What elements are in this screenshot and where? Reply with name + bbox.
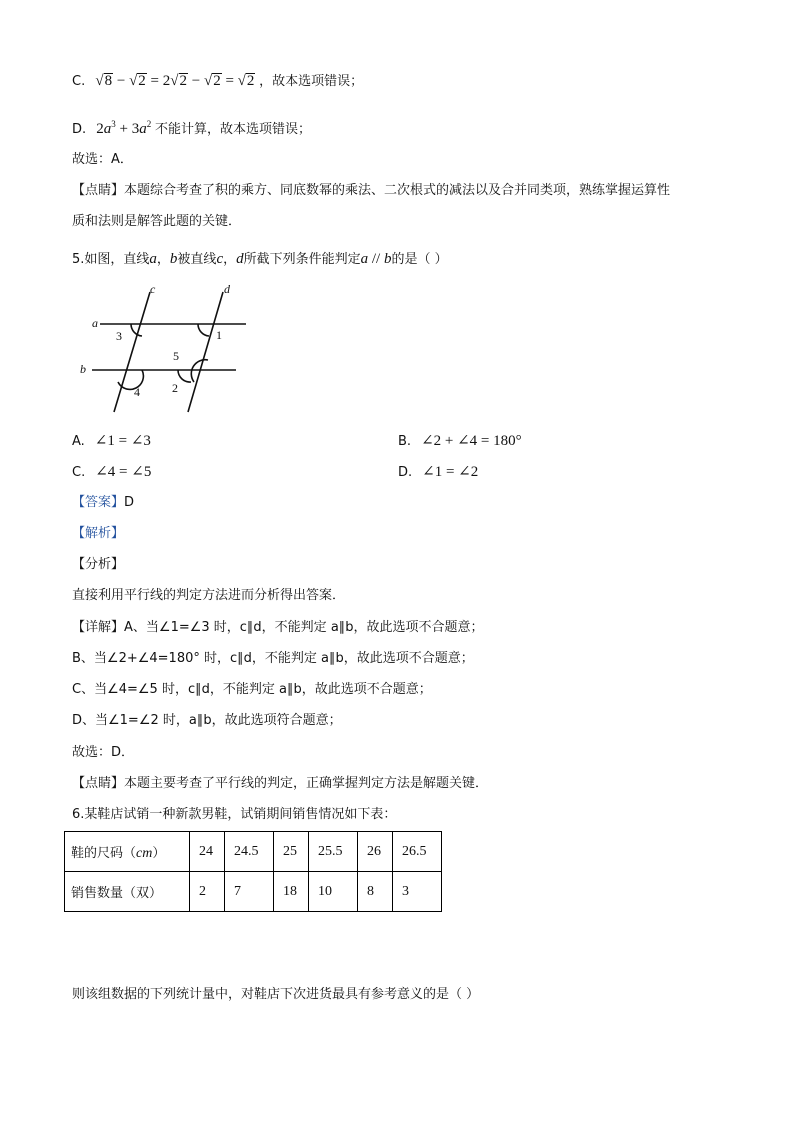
option-c-line — [72, 72, 363, 91]
table-cell: 25.5 — [309, 832, 358, 872]
comment1-line2: 质和法则是解答此题的关键． — [72, 214, 242, 229]
option-d-prefix: D. — [72, 122, 87, 137]
analysis-tag: 【解析】 — [72, 526, 125, 541]
option-d-line — [72, 115, 311, 139]
table-cell: 2 — [190, 872, 225, 912]
option-c-math: √8 − √2 = 2√2 − √2 = √2 — [95, 73, 255, 89]
label-3: 3 — [116, 329, 122, 343]
option-d-math: $2a^3 + 3a^2$ — [96, 119, 152, 137]
comment2-line: 【点睛】本题主要考查了平行线的判定，正确掌握判定方法是解题关键． — [72, 776, 489, 791]
table-cell: 10 — [309, 872, 358, 912]
option-a-expr: ∠1 = ∠3 — [94, 433, 151, 449]
comment-tag: 【点睛】 — [72, 183, 125, 198]
minus-sign: − — [191, 73, 201, 89]
quantity-header: 销售数量（双） — [65, 872, 190, 912]
table-cell: 3 — [393, 872, 442, 912]
option-c-expr: ∠4 = ∠5 — [95, 464, 152, 480]
option-d: D. ∠1 = ∠2 — [398, 464, 479, 480]
line-d — [188, 292, 223, 412]
fenxi-tag: 【分析】 — [72, 557, 125, 572]
detail-line-d: D、当∠1=∠2 时，a∥b，故此选项符合题意； — [72, 713, 342, 728]
answer-value: D — [124, 495, 135, 510]
radicand: 2 — [213, 73, 221, 89]
option-c: C. ∠4 = ∠5 — [72, 464, 152, 480]
table-row — [65, 872, 442, 912]
comment-text: 本题综合考查了积的乘方、同底数幂的乘法、二次根式的减法以及合并同类项，熟练掌握运算性 — [124, 183, 671, 198]
radicand: 2 — [179, 73, 187, 89]
label-c: c — [150, 282, 156, 296]
label-5: 5 — [173, 349, 179, 363]
table-cell: 18 — [274, 872, 309, 912]
radicand: 2 — [246, 73, 255, 89]
option-b-expr: ∠2 + ∠4 = 180° — [421, 433, 522, 449]
option-d-suffix: 不能计算，故本选项错误； — [155, 122, 312, 137]
label-1: 1 — [216, 328, 222, 342]
label-a: a — [92, 316, 98, 330]
option-a: A. ∠1 = ∠3 — [72, 433, 151, 449]
answer-line — [72, 494, 134, 512]
option-c-prefix: C. — [72, 74, 86, 89]
minus-sign: − — [116, 73, 126, 89]
line-c — [114, 292, 150, 412]
size-header: 鞋的尺码（cm） — [65, 832, 190, 872]
arc-angle-2 — [178, 370, 191, 382]
choose-d-line: 故选：D． — [72, 745, 135, 760]
radicand: 8 — [104, 73, 113, 89]
question-6-prompt: 则该组数据的下列统计量中，对鞋店下次进货最具有参考意义的是（ ） — [72, 987, 480, 1002]
table-cell: 24.5 — [225, 832, 274, 872]
table-cell: 24 — [190, 832, 225, 872]
equals-sign: = — [225, 73, 234, 89]
table-cell: 26.5 — [393, 832, 442, 872]
arc-angle-1 — [198, 324, 209, 336]
table-cell: 7 — [225, 872, 274, 912]
choose-a-line: 故选：A． — [72, 152, 133, 167]
table-cell: 8 — [358, 872, 393, 912]
parallel-lines-figure — [78, 282, 253, 417]
shoe-sales-table — [64, 831, 442, 912]
coefficient: 2 — [162, 73, 171, 89]
answer-tag: 【答案】 — [72, 495, 125, 510]
option-c-suffix: ，故本选项错误； — [259, 74, 364, 89]
label-2: 2 — [172, 381, 178, 395]
detail-line-c: C、当∠4=∠5 时，c∥d，不能判定 a∥b，故此选项不合题意； — [72, 682, 432, 697]
detail-tag: 【详解】 — [72, 620, 125, 635]
table-cell: 26 — [358, 832, 393, 872]
detail-line-b: B、当∠2+∠4=180° 时，c∥d，不能判定 a∥b，故此选项不合题意； — [72, 651, 474, 666]
option-d-expr: ∠1 = ∠2 — [422, 464, 479, 480]
detail-line-a: 【详解】A、当∠1=∠3 时，c∥d，不能判定 a∥b，故此选项不合题意； — [72, 620, 484, 635]
equals-sign: = — [150, 73, 160, 89]
table-cell: 25 — [274, 832, 309, 872]
table-row — [65, 832, 442, 872]
question-5-stem: 5.如图，直线a，b被直线c，d所截下列条件能判定a // b的是（ ） — [72, 251, 448, 267]
label-b: b — [80, 362, 86, 376]
question-6-intro: 6.某鞋店试销一种新款男鞋，试销期间销售情况如下表： — [72, 807, 397, 822]
fenxi-text: 直接利用平行线的判定方法进而分析得出答案． — [72, 588, 346, 603]
comment-tag: 【点睛】 — [72, 776, 125, 791]
option-b: B. ∠2 + ∠4 = 180° — [398, 433, 522, 449]
radicand: 2 — [138, 73, 146, 89]
comment1-line1 — [72, 182, 670, 200]
label-d: d — [224, 282, 230, 296]
label-4: 4 — [134, 385, 140, 399]
